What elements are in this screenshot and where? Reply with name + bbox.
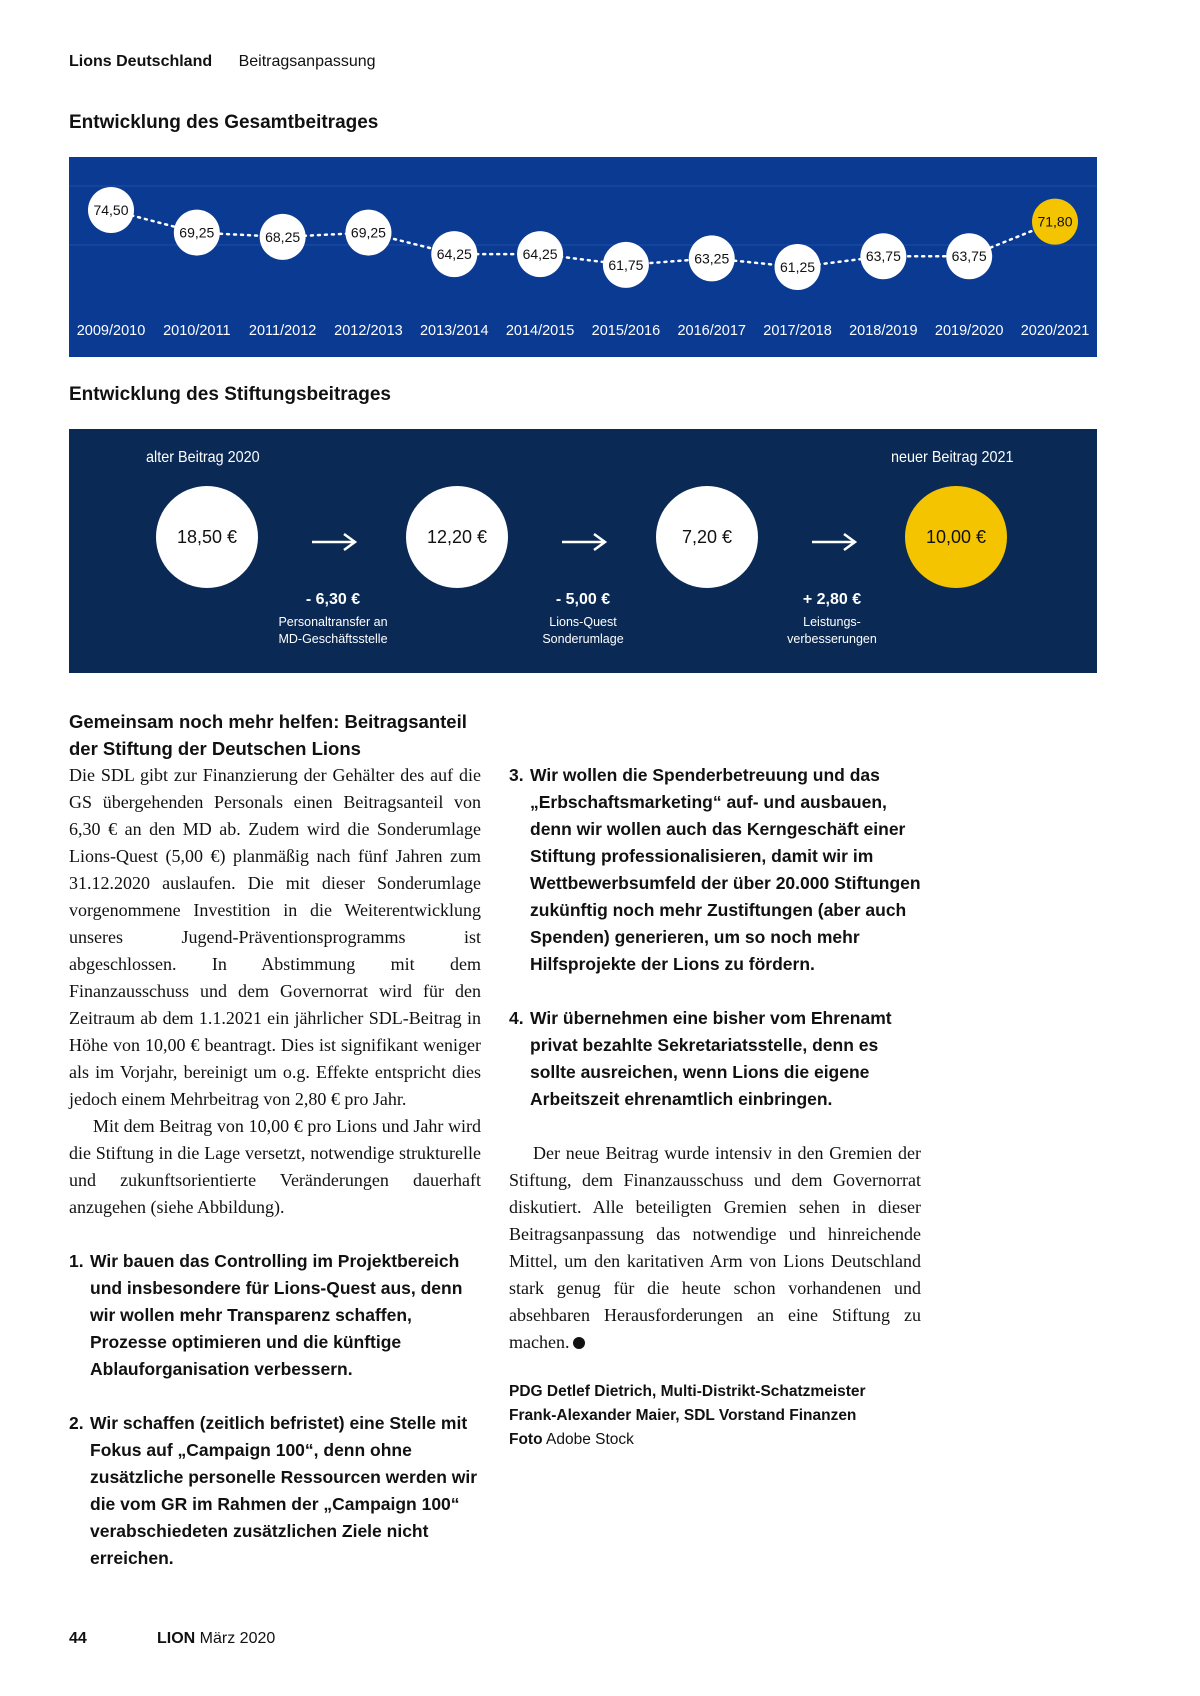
- change-amount: + 2,80 €: [802, 591, 862, 608]
- magazine-issue: [157, 1630, 275, 1648]
- step-circle-old: 18,50 €: [156, 486, 258, 588]
- step-circle-new: 10,00 €: [905, 486, 1007, 588]
- data-label: 64,25: [522, 246, 558, 263]
- old-contribution-label: alter Beitrag 2020: [146, 449, 260, 466]
- list-text: Wir schaffen (zeitlich befristet) eine Stelle mit Fokus auf „Campaign 100“, denn ohne zusätzliche personelle Ressourcen werden wir die vom GR im Rahmen der „Campaign 100“ verabschiedeten zusätzlichen Ziele nicht erreichen.: [90, 1413, 478, 1568]
- x-tick-label: 2017/2018: [763, 323, 832, 339]
- list-number: 1.: [69, 1251, 84, 1271]
- list-text: Wir übernehmen eine bisher vom Ehrenamt privat bezahlte Sekretariatsstelle, denn es sollte ausreichen, wenn Lions die eigene Arbeitszeit ehrenamtlich einbringen.: [530, 1008, 892, 1109]
- x-tick-label: 2014/2015: [505, 323, 575, 339]
- list-item: [69, 1248, 481, 1383]
- photo-label: Foto: [509, 1431, 543, 1448]
- author-line: Frank-Alexander Maier, SDL Vorstand Finanzen: [509, 1407, 857, 1424]
- article-paragraph: Mit dem Beitrag von 10,00 € pro Lions und Jahr wird die Stiftung in die Lage versetzt, notwendige strukturelle und zukunftsorientierte Veränderungen dauerhaft anzugehen (siehe Abbildung).: [69, 1116, 481, 1217]
- data-label: 71,80: [1037, 213, 1073, 230]
- change-service-improvements: [747, 591, 917, 648]
- change-desc-line: Sonderumlage: [542, 632, 624, 646]
- x-tick-label: 2011/2012: [248, 323, 317, 339]
- photo-source: Adobe Stock: [546, 1431, 634, 1448]
- arrow-right-icon: [312, 532, 358, 552]
- list-item: [509, 762, 921, 978]
- change-personnel-transfer: [248, 591, 418, 648]
- x-tick-label: 2015/2016: [591, 323, 661, 339]
- x-tick-label: 2018/2019: [849, 323, 918, 339]
- photo-credit: [509, 1428, 921, 1452]
- data-label: 69,25: [179, 224, 215, 241]
- data-label: 64,25: [436, 246, 472, 263]
- change-desc-line: Personaltransfer an: [278, 615, 388, 629]
- x-tick-label: 2012/2013: [334, 323, 403, 339]
- arrow-right-icon: [562, 532, 608, 552]
- x-tick-label: 2019/2020: [934, 323, 1004, 339]
- data-label: 68,25: [265, 228, 301, 245]
- x-tick-label: 2013/2014: [419, 323, 489, 339]
- change-amount: - 5,00 €: [555, 591, 611, 608]
- series-line: [111, 210, 1055, 267]
- arrow-right-icon: [812, 532, 858, 552]
- data-label: 63,75: [865, 248, 901, 265]
- change-desc-line: Leistungs-: [803, 615, 861, 629]
- x-tick-label: 2010/2011: [163, 323, 231, 339]
- list-number: 3.: [509, 765, 524, 785]
- article-paragraph: Die SDL gibt zur Finanzierung der Gehälter des auf die GS übergehenden Personals einen Beitragsanteil von 6,30 € an den MD ab. Zudem wird die Sonderumlage Lions-Quest (5,00 €) planmäßig nach fünf Jahren zum 31.12.2020 auslaufen. Die mit dieser Sonderumlage vorgenommene Investition in die Weiterentwicklung unseres Jugend-Präventionsprogramms ist abgeschlossen. In Abstimmung mit dem Finanzausschuss und dem Governorrat wird für den Zeitraum ab dem 1.1.2021 ein jährlicher SDL-Beitrag in Höhe von 10,00 € beantragt. Dies ist signifikant weniger als im Vorjahr, bereinigt um o.g. Effekte entspricht dies jedoch einem Mehrbeitrag von 2,80 € pro Jahr.: [69, 765, 481, 1109]
- list-number: 4.: [509, 1008, 524, 1028]
- chart2-title: Entwicklung des Stiftungsbeitrages: [69, 384, 391, 405]
- chart1-title: Entwicklung des Gesamtbeitrages: [69, 112, 379, 133]
- list-item: [509, 1005, 921, 1113]
- change-desc-line: verbesserungen: [787, 632, 877, 646]
- change-lions-quest-levy: [498, 591, 668, 648]
- change-desc-line: Lions-Quest: [549, 615, 617, 629]
- x-tick-label: 2009/2010: [76, 323, 146, 339]
- running-header: [69, 53, 376, 71]
- change-desc-line: MD-Geschäftsstelle: [278, 632, 388, 646]
- change-amount: - 6,30 €: [305, 591, 361, 608]
- header-section: Lions Deutschland: [69, 53, 213, 70]
- x-tick-label: 2020/2021: [1020, 323, 1090, 339]
- new-contribution-label: neuer Beitrag 2021: [891, 449, 1014, 466]
- author-credits: [509, 1380, 921, 1452]
- data-label: 63,75: [951, 248, 987, 265]
- list-text: Wir bauen das Controlling im Projektbereich und insbesondere für Lions-Quest aus, denn wir wollen mehr Transparenz schaffen, Prozesse optimieren und die künftige Ablauforganisation verbessern.: [90, 1251, 463, 1379]
- goals-list: [69, 1248, 481, 1572]
- magazine-name: LION: [157, 1630, 196, 1647]
- chart2-panel: [69, 429, 1097, 673]
- data-label: 63,25: [694, 250, 730, 267]
- step-circle-after-levy: 7,20 €: [656, 486, 758, 588]
- article-column-left: [69, 708, 481, 1572]
- list-number: 2.: [69, 1413, 84, 1433]
- list-text: Wir wollen die Spenderbetreuung und das „Erbschaftsmarketing“ auf- und ausbauen, denn wir wollen auch das Kerngeschäft einer Stiftung professionalisieren, damit wir im Wettbewerbsumfeld der über 20.000 Stiftungen zukünftig noch mehr Zustiftungen (aber auch Spenden) generieren, um so noch mehr Hilfsprojekte der Lions zu fördern.: [530, 765, 921, 974]
- issue-date: März 2020: [199, 1630, 276, 1647]
- header-topic: Beitragsanpassung: [238, 53, 376, 70]
- goals-list-continued: [509, 762, 921, 1113]
- list-item: [69, 1410, 481, 1572]
- step-circle-after-transfer: 12,20 €: [406, 486, 508, 588]
- data-label: 69,25: [350, 224, 386, 241]
- chart1-plot: [69, 157, 1097, 357]
- article-column-right: [509, 708, 921, 1452]
- data-label: 61,75: [608, 256, 644, 273]
- article-paragraph-text: Der neue Beitrag wurde intensiv in den Gremien der Stiftung, dem Finanzausschuss und dem Governorrat diskutiert. Alle beteiligten Gremien sehen in dieser Beitragsanpassung das notwendige und hinreichende Mittel, um den karitativen Arm von Lions Deutschland stark genug für die heute schon vorhandenen und absehbaren Herausforderungen an eine Stiftung zu machen.: [509, 1143, 921, 1352]
- end-of-article-icon: [573, 1337, 585, 1349]
- article-paragraph: [509, 1140, 921, 1356]
- chart1-panel: [69, 157, 1097, 357]
- data-label: 61,25: [780, 259, 816, 275]
- x-tick-label: 2016/2017: [677, 323, 747, 339]
- data-label: 74,50: [93, 202, 129, 218]
- page-number: 44: [69, 1630, 87, 1647]
- article-heading: Gemeinsam noch mehr helfen: Beitragsanteil der Stiftung der Deutschen Lions: [69, 711, 467, 759]
- author-line: PDG Detlef Dietrich, Multi-Distrikt-Schatzmeister: [509, 1383, 866, 1400]
